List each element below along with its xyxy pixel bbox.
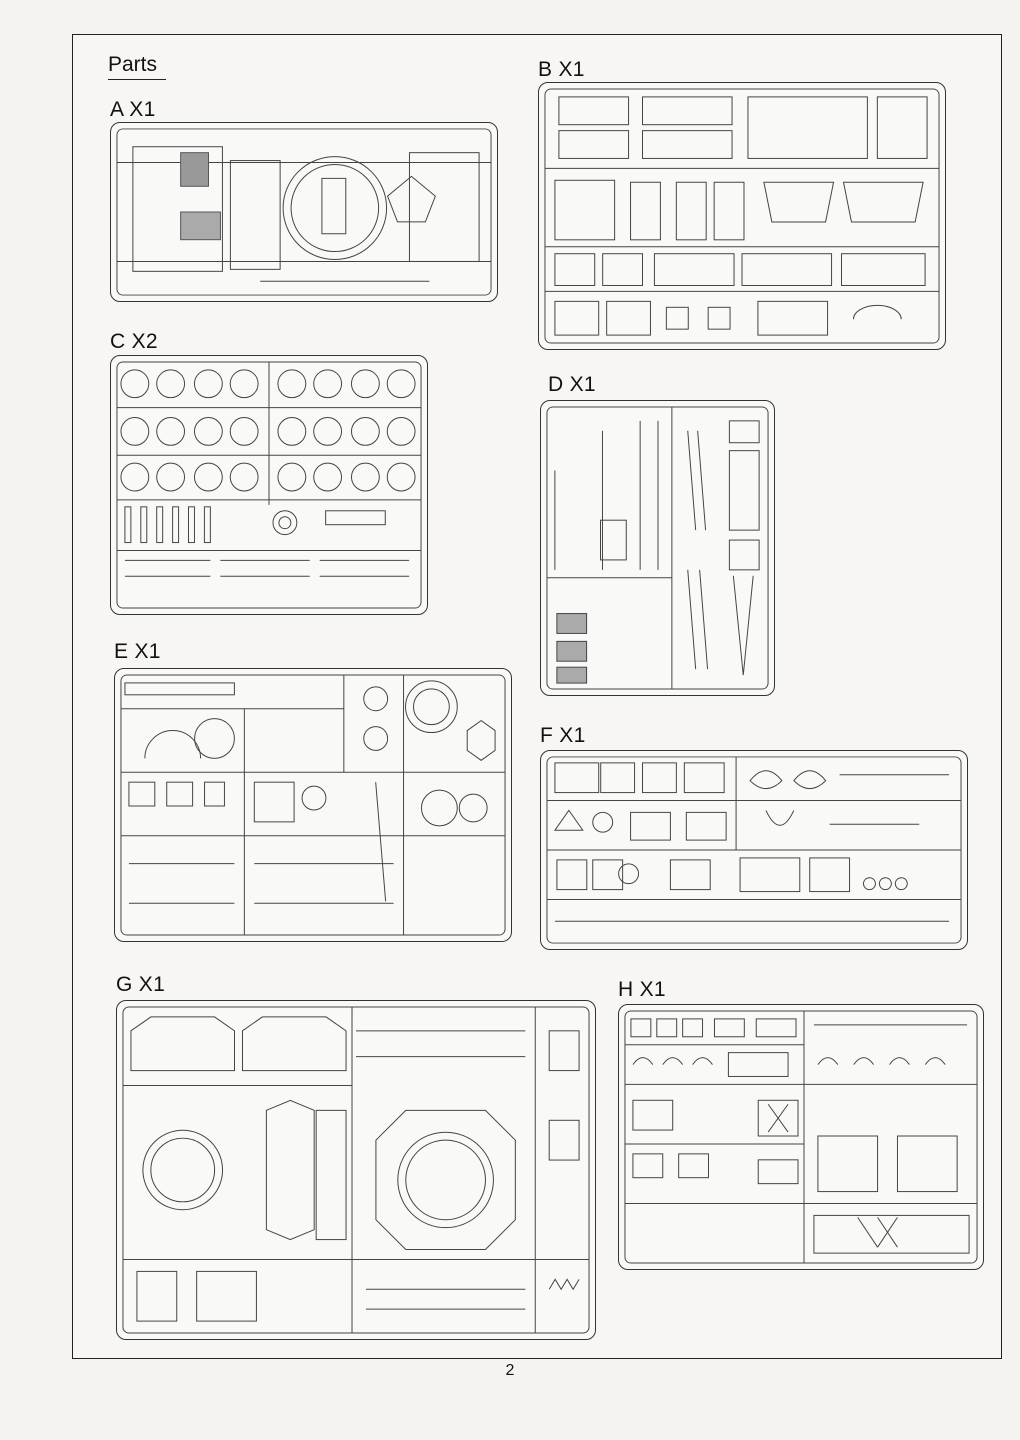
sprue-a-label: A X1 [110,98,156,121]
sprue-c-label: C X2 [110,330,158,353]
page-number: 2 [505,1362,515,1379]
sprue-e-svg [115,669,511,941]
sprue-b-label: B X1 [538,58,585,81]
sprue-a-svg [111,123,497,301]
sprue-e-drawing [114,668,512,942]
sprue-h-drawing [618,1004,984,1270]
sprue-d-label: D X1 [548,373,596,396]
sprue-f-svg [541,751,967,949]
sprue-g-svg [117,1001,595,1339]
sprue-b-svg [539,83,945,349]
sprue-f-label: F X1 [540,724,586,747]
sprue-b-drawing [538,82,946,350]
sprue-h-svg [619,1005,983,1269]
sprue-a-drawing [110,122,498,302]
sprue-h-label: H X1 [618,978,666,1001]
sprue-c-drawing [110,355,428,615]
sprue-d-drawing [540,400,775,696]
sprue-g-drawing [116,1000,596,1340]
sprue-g-label: G X1 [116,973,166,996]
page-title: Parts [108,53,166,80]
sprue-d-svg [541,401,774,695]
sprue-f-drawing [540,750,968,950]
sprue-c-svg [111,356,427,614]
sprue-e-label: E X1 [114,640,161,663]
